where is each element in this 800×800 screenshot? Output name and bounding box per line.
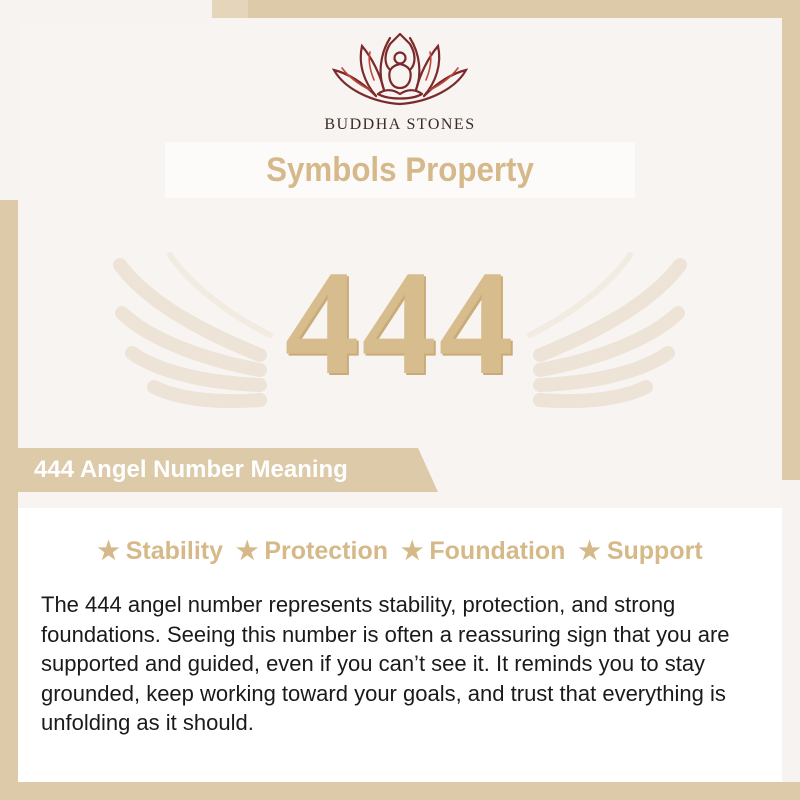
brand-name: BUDDHA STONES <box>324 116 476 133</box>
keyword-item: Protection <box>264 537 388 565</box>
star-icon: ★ <box>97 537 120 565</box>
angel-number: 444 <box>284 240 516 406</box>
keyword-item: Stability <box>125 537 223 565</box>
star-icon: ★ <box>400 537 424 565</box>
star-icon: ★ <box>235 537 259 565</box>
frame-band-right <box>782 0 800 480</box>
section-heading: 444 Angel Number Meaning <box>34 456 348 483</box>
keyword-item: Support <box>606 537 703 565</box>
keyword-item: Foundation <box>429 537 566 565</box>
lotus-meditation-icon <box>330 30 470 112</box>
frame-band-top <box>230 0 800 18</box>
keyword-list <box>0 536 800 566</box>
frame-band-corner <box>212 0 248 18</box>
star-icon: ★ <box>578 537 601 565</box>
title-box <box>165 142 635 198</box>
description-text: The 444 angel number represents stability, protection, and strong foundations. Seeing this number is often a reassuring sign that you are supported and guided, even if you can’t see it. It reminds you to stay grounded, keep working toward your goals, and trust that everything is unfolding as it should. <box>41 592 730 735</box>
page-title: Symbols Property <box>266 151 534 189</box>
frame-band-bottom <box>0 782 800 800</box>
